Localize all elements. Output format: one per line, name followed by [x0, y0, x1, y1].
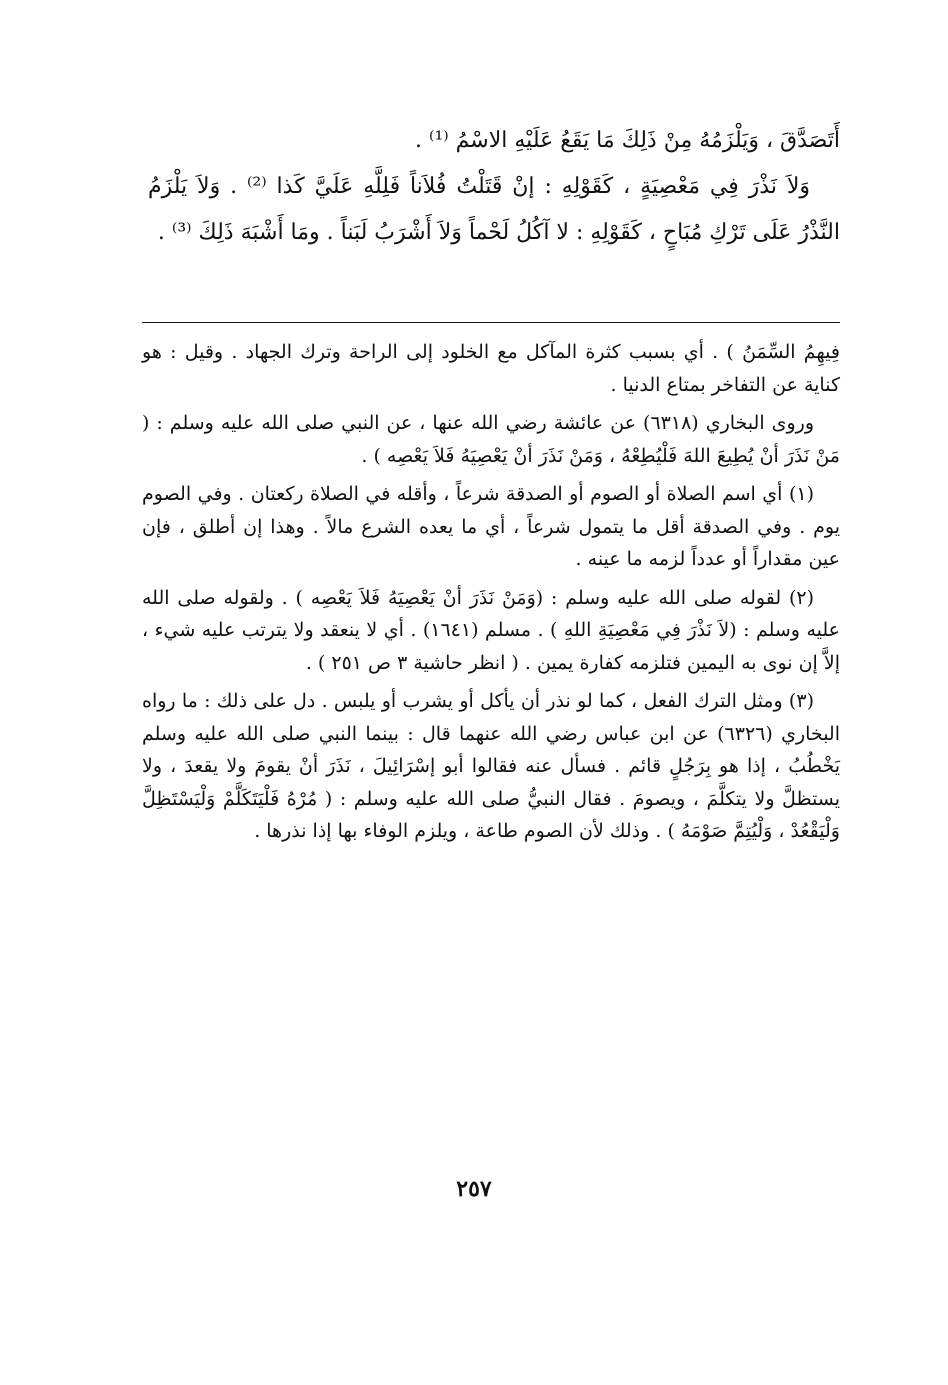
page-number: ٢٥٧: [456, 1176, 492, 1202]
main-paragraph-1: أَتَصَدَّقَ ، وَيَلْزَمُهُ مِنْ ذَلِكَ مَا يَقَعُ عَلَيْهِ الاسْمُ ⁽¹⁾ .: [415, 128, 840, 153]
footnote-3: (٣) ومثل الترك الفعل ، كما لو نذر أن يأكل أو يشرب أو يلبس . دل على ذلك : ما رواه البخاري (٦٣٢٦) عن ابن عباس رضي الله عنهما قال : بينما النبي صلى الله عليه وسلم يَخْطُبُ ، إذا هو بِرَجُلٍ قائم . فسأل عنه فقالوا أبو إسْرَائِيلَ ، نَذَرَ أنْ يقومَ ولا يقعدَ ، ولا يستظلَّ ولا يتكلَّمَ ، ويصومَ . فقال النبيُّ صلى الله عليه وسلم : ( مُرْهُ فَلْيَتَكَلَّمْ وَلْيَسْتَظِلَّ وَلْيَقْعُدْ ، وَلْيُتِمَّ صَوْمَهُ ) . وذلك لأن الصوم طاعة ، ويلزم الوفاء بها إذا نذرها .: [142, 690, 841, 842]
footnote-hadith-6318: وروى البخاري (٦٣١٨) عن عائشة رضي الله عنها ، عن النبي صلى الله عليه وسلم : ( مَنْ نَذَرَ أنْ يُطِيعَ اللهَ فَلْيُطِعْهُ ، وَمَنْ نَذَرَ أنْ يَعْصِيَهُ فَلاَ يَعْصِه ) .: [142, 412, 840, 467]
main-paragraph-2: وَلاَ نَذْرَ فِي مَعْصِيَةٍ ، كَقَوْلِهِ : إنْ قَتَلْتُ فُلاَناً فَلِلَّهِ عَلَيَّ كَذا ⁽²⁾ . وَلاَ يَلْزَمُ النَّذْرُ عَلَى تَرْكِ مُبَاحٍ ، كَقَوْلِهِ : لا آكُلُ لَحْماً وَلاَ أَشْرَبُ لَبَناً . ومَا أَشْبَهَ ذَلِكَ ⁽³⁾ .: [148, 174, 840, 245]
footnote-1: (١) أي اسم الصلاة أو الصوم أو الصدقة شرعاً ، وأقله في الصلاة ركعتان . وفي الصوم يوم . وفي الصدقة أقل ما يتمول شرعاً ، أي ما يعده الشرع مالاً . وهذا إن أطلق ، فإن عين مقداراً أو عدداً لزمه ما عينه .: [142, 483, 840, 570]
footnote-continuation: فِيهِمُ السِّمَنُ ) . أي بسبب كثرة المآكل مع الخلود إلى الراحة وترك الجهاد . وقيل : هو كناية عن التفاخر بمتاع الدنيا .: [142, 341, 840, 396]
footnotes: [142, 336, 840, 854]
main-text: [148, 118, 840, 256]
footnote-2: (٢) لقوله صلى الله عليه وسلم : (وَمَنْ نَذَرَ أنْ يَعْصِيَهُ فَلاَ يَعْصِه ) . ولقوله صلى الله عليه وسلم : (لاَ نَذْرَ فِي مَعْصِيَةِ اللهِ ) . مسلم (١٦٤١) . أي لا ينعقد ولا يترتب عليه شيء ، إلاَّ إن نوى به اليمين فتلزمه كفارة يمين . ( انظر حاشية ٣ ص ٢٥١ ) .: [142, 586, 840, 674]
footnote-separator: [142, 322, 840, 323]
